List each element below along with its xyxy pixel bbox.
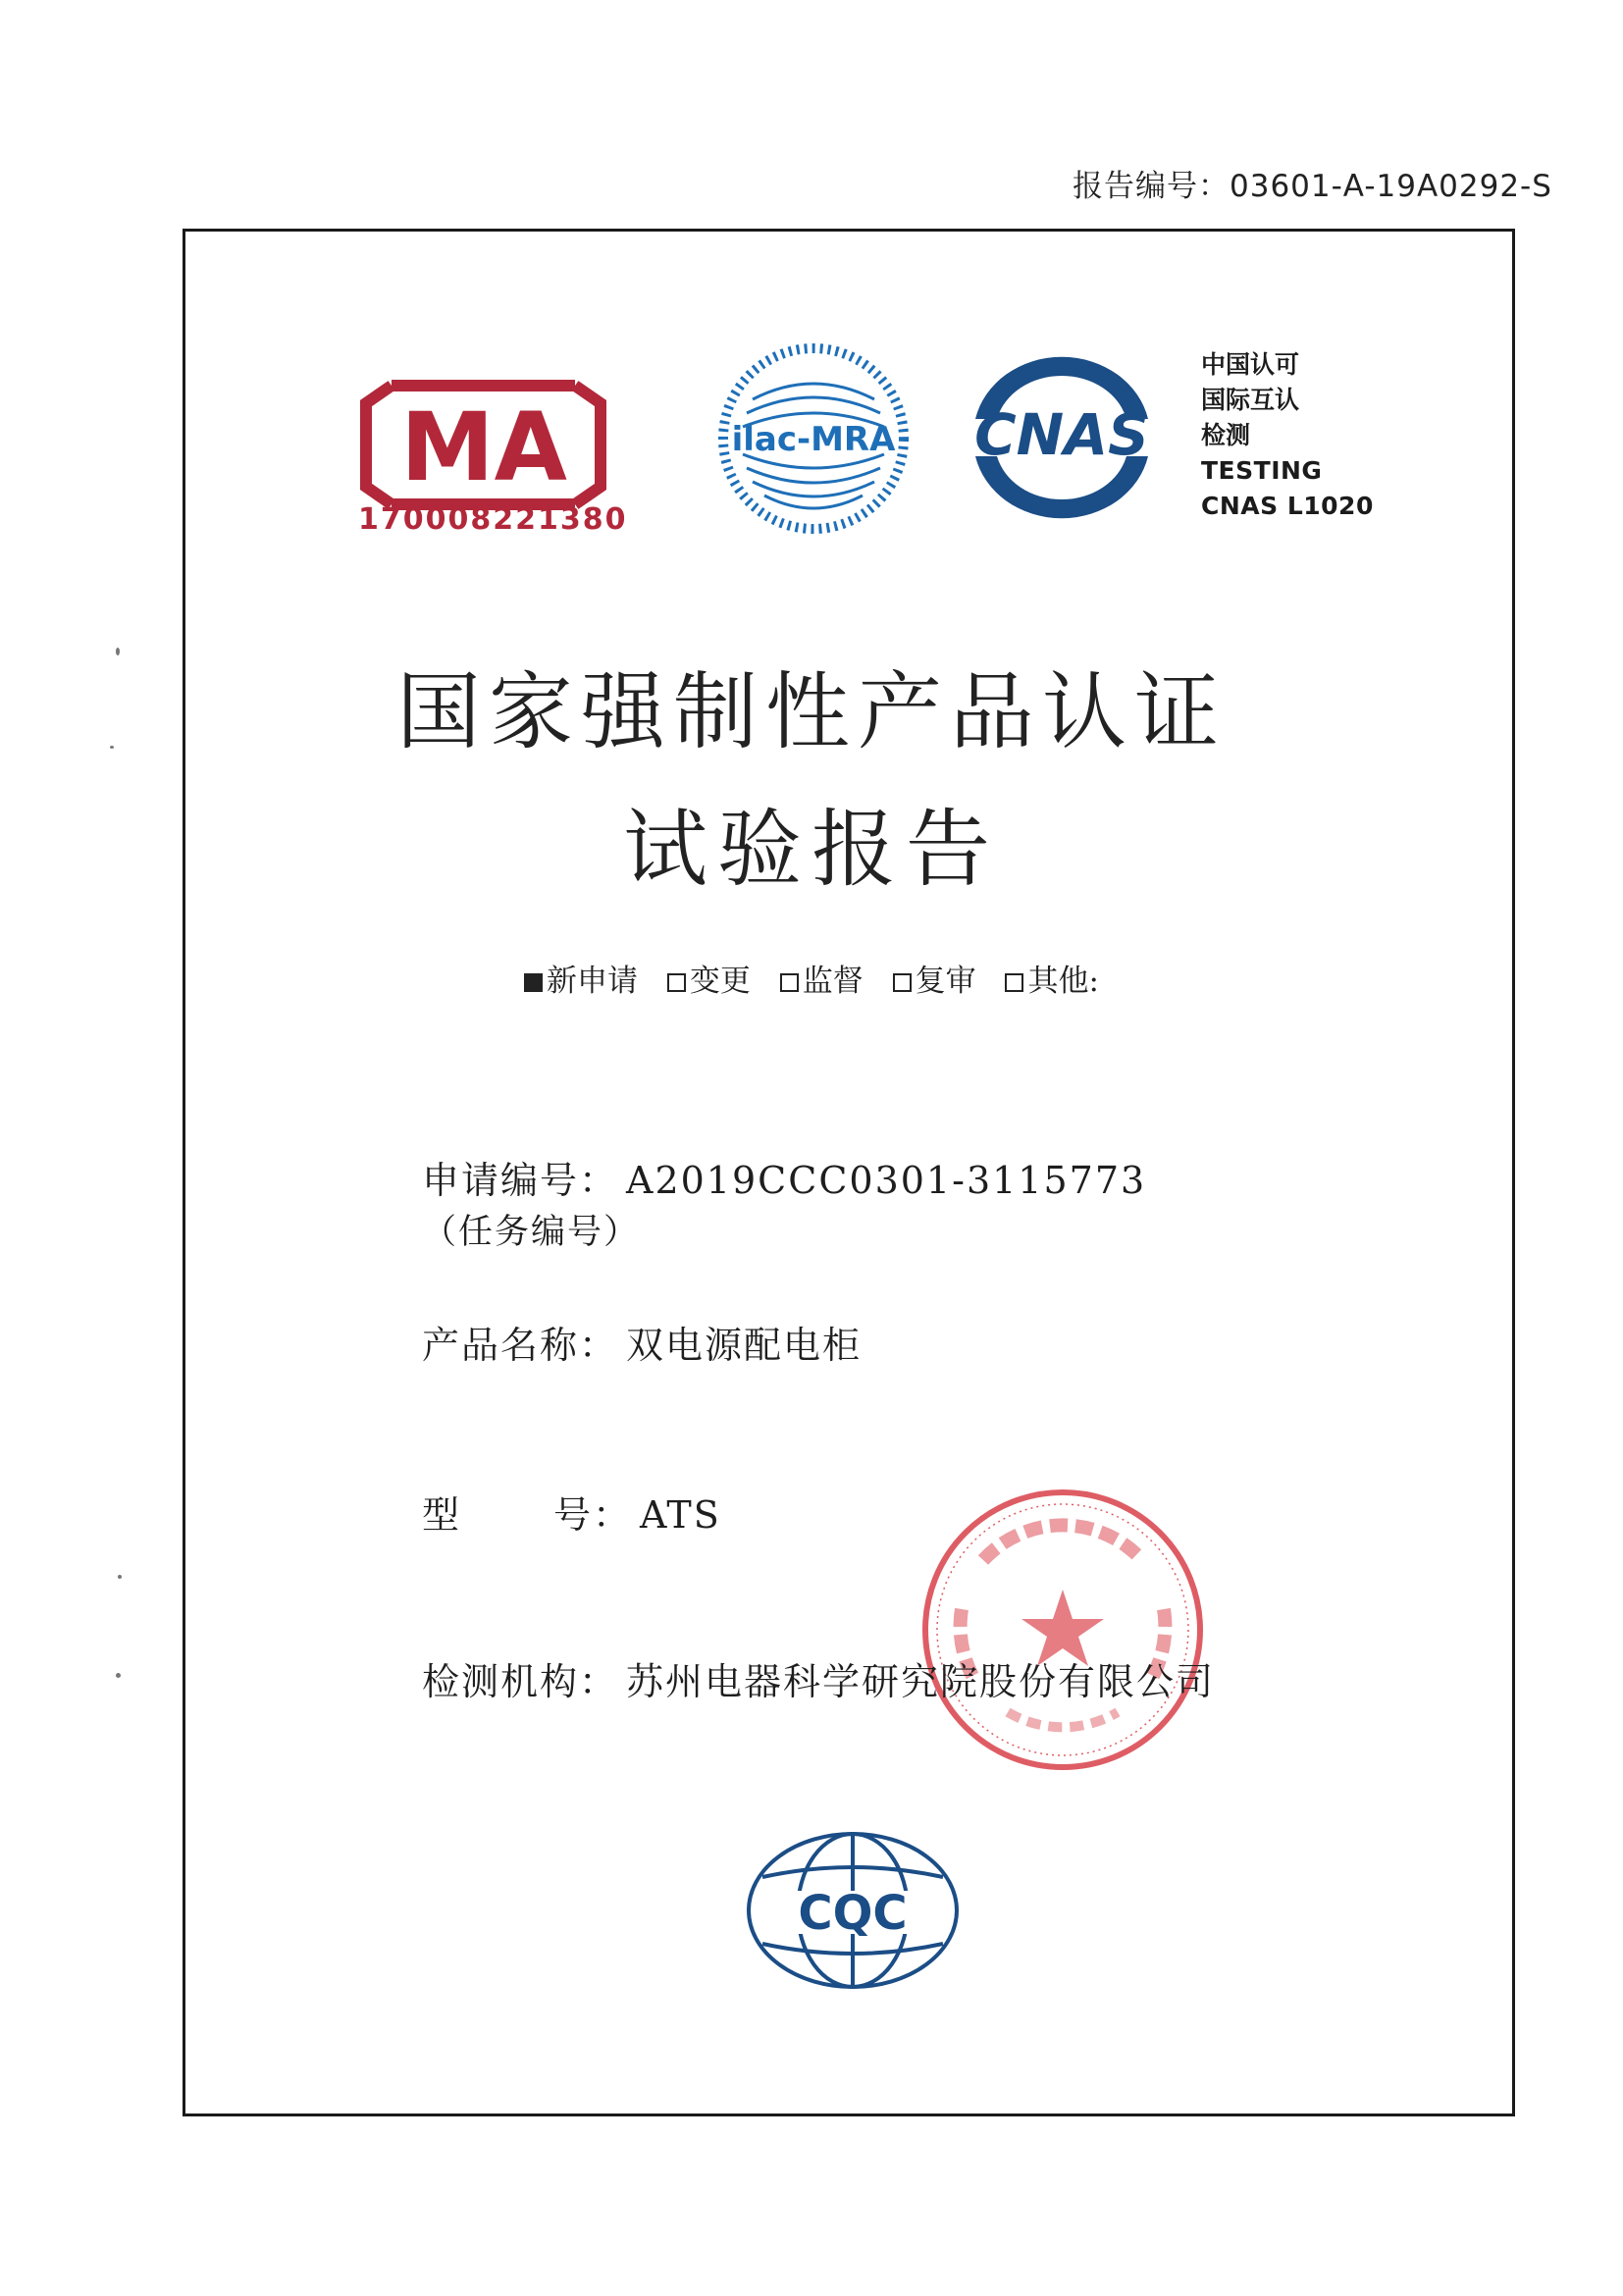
testing-agency-field [422,1651,1215,1705]
cnas-logo-icon [950,350,1174,522]
checkbox-icon [780,973,799,992]
checkbox-icon [667,973,686,992]
option-other[interactable] [1005,956,1098,1000]
application-number-value: A2019CCC0301-3115773 [626,1159,1147,1202]
cma-letters: MA [400,392,567,502]
cqc-logo-text: CQC [798,1886,908,1941]
scan-speck [116,1673,121,1678]
model-label-left: 型 [422,1493,462,1537]
scan-speck [116,648,120,655]
scan-speck [110,746,114,749]
option-label: 新申请 [547,964,639,999]
document-title-line-2: 试验报告 [623,801,1000,899]
cnas-line: 检测 [1201,421,1251,449]
product-name-field [422,1315,862,1369]
cnas-line: TESTING [1201,456,1323,485]
official-seal-icon [915,1482,1211,1778]
cnas-line: 中国认可 [1201,350,1300,379]
cqc-logo-icon [743,1828,964,1993]
testing-agency-label: 检测机构： [422,1660,619,1703]
option-label: 其他: [1027,964,1099,999]
cnas-logo-text: CNAS [974,401,1149,468]
application-number-field [422,1150,1146,1204]
cma-number: 170008221380 [358,502,628,537]
checkbox-icon [1005,973,1023,992]
ilac-label: ilac-MRA [731,420,896,459]
report-number: 报告编号：03601-A-19A0292-S [1073,169,1552,204]
document-title-line-1: 国家强制性产品认证 [396,663,1227,761]
product-name-value: 双电源配电柜 [626,1324,863,1367]
option-label: 变更 [689,964,751,999]
checkbox-icon [893,973,912,992]
task-number-label: （任务编号） [422,1213,641,1252]
option-new-application[interactable] [524,956,638,1000]
model-value: ATS [640,1493,721,1537]
option-supervision[interactable] [780,956,864,1000]
testing-agency-value: 苏州电器科学研究院股份有限公司 [626,1660,1216,1703]
scan-speck [118,1575,122,1579]
cnas-line: CNAS L1020 [1201,492,1374,520]
application-number-label: 申请编号： [422,1159,619,1202]
ilac-mra-logo-icon [713,339,915,540]
model-field [422,1485,721,1539]
cnas-line: 国际互认 [1201,386,1300,414]
option-label: 监督 [802,964,864,999]
model-label-right: 号： [553,1493,633,1537]
option-review[interactable] [893,956,976,1000]
application-type-options [0,956,1623,1000]
cnas-accreditation-text [1201,347,1374,524]
product-name-label: 产品名称： [422,1324,619,1367]
option-label: 复审 [915,964,976,999]
option-change[interactable] [667,956,751,1000]
checkbox-checked-icon [524,973,543,992]
